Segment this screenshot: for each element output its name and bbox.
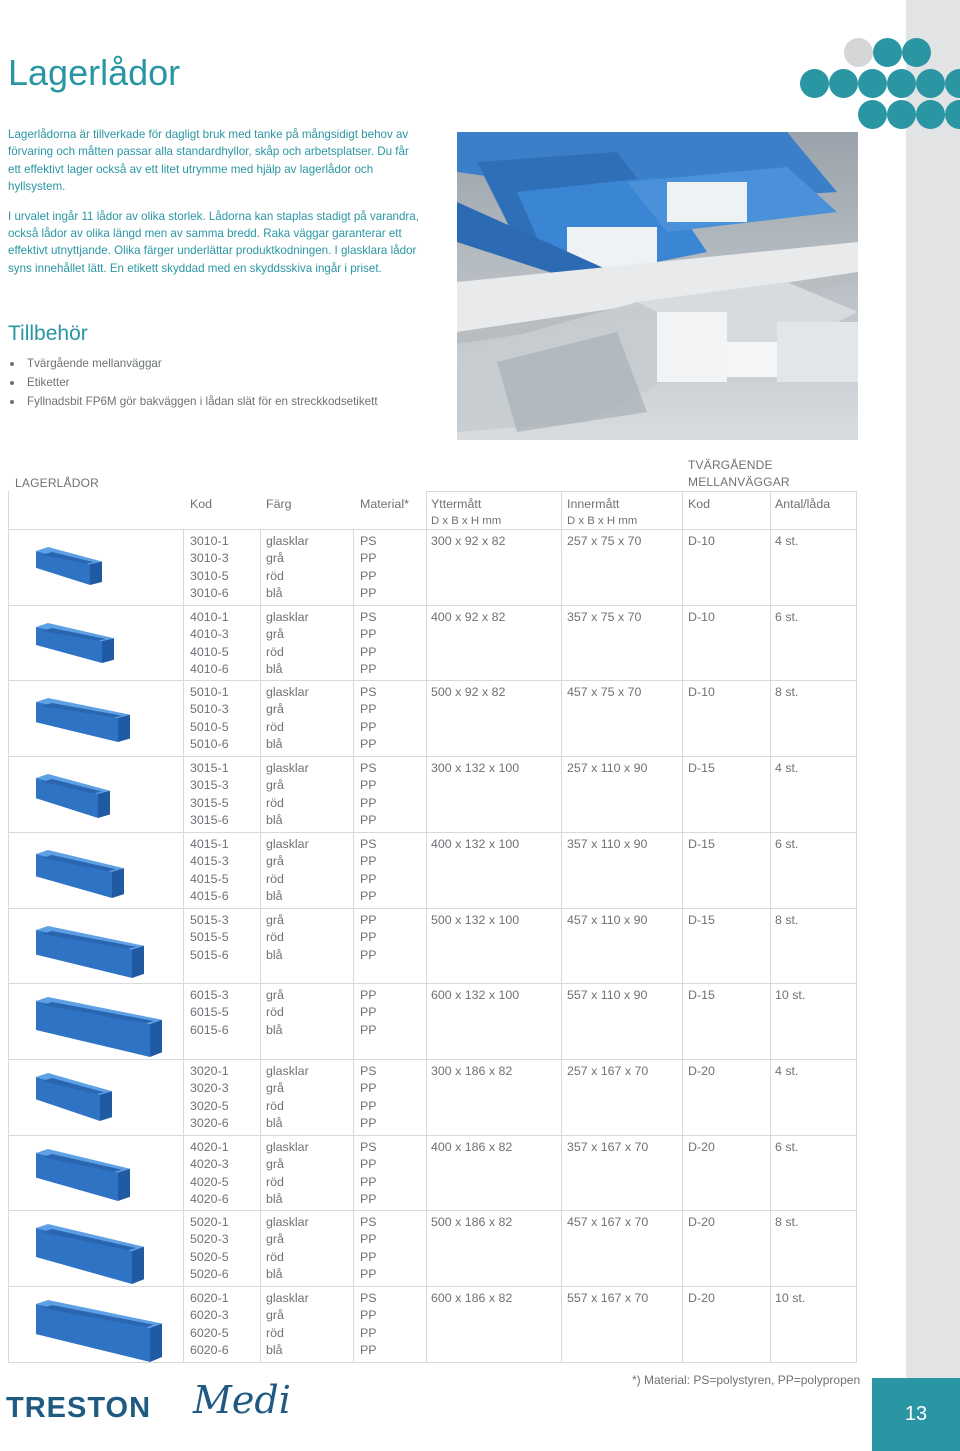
cell-value: grå bbox=[266, 627, 284, 642]
cell-value: blå bbox=[266, 888, 283, 903]
cell-qty: 8 st. bbox=[775, 913, 799, 927]
bullet-icon bbox=[10, 362, 14, 366]
storage-box-icon bbox=[30, 850, 152, 908]
cell-colors bbox=[266, 609, 309, 678]
header-material: Material* bbox=[360, 497, 409, 511]
cell-value: 5010-1 bbox=[190, 685, 229, 699]
cell-materials bbox=[360, 987, 377, 1039]
cell-value: 4020-5 bbox=[190, 1174, 229, 1189]
cell-value: 5020-5 bbox=[190, 1249, 229, 1264]
table-row bbox=[0, 836, 860, 911]
treston-medi-logo bbox=[6, 1378, 291, 1434]
header-wall-kod: Kod bbox=[688, 497, 711, 511]
side-band bbox=[906, 0, 960, 1451]
list-item bbox=[8, 392, 378, 411]
cell-value: 4020-1 bbox=[190, 1140, 229, 1154]
cell-wall: D-15 bbox=[688, 837, 715, 851]
cell-value: PP bbox=[360, 1098, 377, 1113]
cell-value: 4015-6 bbox=[190, 888, 229, 903]
cell-value: grå bbox=[266, 913, 284, 927]
cell-outer: 500 x 186 x 82 bbox=[431, 1215, 513, 1229]
cell-value: röd bbox=[266, 795, 284, 810]
cell-value: PP bbox=[360, 627, 377, 642]
decorative-dot bbox=[945, 69, 960, 98]
cell-codes bbox=[190, 836, 229, 905]
storage-box-icon bbox=[30, 774, 138, 828]
cell-value: 3015-3 bbox=[190, 778, 229, 793]
decorative-dot bbox=[800, 69, 829, 98]
cell-codes bbox=[190, 533, 229, 602]
cell-value: 4015-5 bbox=[190, 871, 229, 886]
cell-value: PP bbox=[360, 661, 377, 676]
cell-qty: 10 st. bbox=[775, 1291, 806, 1305]
bullet-icon bbox=[10, 381, 14, 385]
decorative-dot bbox=[873, 38, 902, 67]
cell-value: 5010-6 bbox=[190, 736, 229, 751]
decorative-dot bbox=[945, 100, 960, 129]
table-row bbox=[0, 760, 860, 835]
cell-inner: 257 x 75 x 70 bbox=[567, 534, 642, 548]
storage-box-icon bbox=[30, 1149, 158, 1211]
cell-value: 6020-1 bbox=[190, 1291, 229, 1305]
cell-codes bbox=[190, 760, 229, 829]
table-label: LAGERLÅDOR bbox=[15, 476, 100, 490]
cell-value: PP bbox=[360, 1115, 377, 1130]
cell-value: 3015-5 bbox=[190, 795, 229, 810]
storage-box-icon bbox=[30, 997, 190, 1067]
cell-value: grå bbox=[266, 1232, 284, 1247]
cell-value: 3010-3 bbox=[190, 551, 229, 566]
cell-value: PP bbox=[360, 913, 377, 927]
cell-inner: 257 x 110 x 90 bbox=[567, 761, 648, 775]
cell-materials bbox=[360, 760, 377, 829]
cell-value: 3015-6 bbox=[190, 812, 229, 827]
cell-materials bbox=[360, 1139, 377, 1208]
cell-value: glasklar bbox=[266, 761, 309, 775]
decorative-dot bbox=[887, 100, 916, 129]
row-divider bbox=[8, 1210, 857, 1211]
cell-value: 3020-6 bbox=[190, 1115, 229, 1130]
cell-value: glasklar bbox=[266, 534, 309, 548]
cell-value: 3010-6 bbox=[190, 585, 229, 600]
cell-value: glasklar bbox=[266, 1140, 309, 1154]
cell-value: PP bbox=[360, 871, 377, 886]
cell-value: grå bbox=[266, 1081, 284, 1096]
cell-value: PP bbox=[360, 568, 377, 583]
cell-value: PP bbox=[360, 644, 377, 659]
cell-value: PP bbox=[360, 795, 377, 810]
decorative-dot bbox=[858, 69, 887, 98]
cell-colors bbox=[266, 760, 309, 829]
cell-value: glasklar bbox=[266, 685, 309, 699]
cell-colors bbox=[266, 912, 284, 964]
cell-value: röd bbox=[266, 644, 284, 659]
cell-value: 3015-1 bbox=[190, 761, 229, 775]
cell-outer: 300 x 92 x 82 bbox=[431, 534, 506, 548]
cell-materials bbox=[360, 533, 377, 602]
cell-value: röd bbox=[266, 1005, 284, 1020]
cell-value: röd bbox=[266, 1174, 284, 1189]
cell-value: PS bbox=[360, 1215, 377, 1229]
cell-wall: D-20 bbox=[688, 1215, 715, 1229]
cell-value: blå bbox=[266, 1115, 283, 1130]
row-divider bbox=[8, 1059, 857, 1060]
table-row bbox=[0, 1063, 860, 1138]
list-item bbox=[8, 354, 378, 373]
cell-value: 6015-3 bbox=[190, 988, 229, 1002]
cell-value: 3020-5 bbox=[190, 1098, 229, 1113]
cell-value: 3020-1 bbox=[190, 1064, 229, 1078]
storage-box-icon bbox=[30, 1224, 172, 1294]
cell-value: blå bbox=[266, 947, 283, 962]
cell-codes bbox=[190, 1290, 229, 1359]
cell-wall: D-15 bbox=[688, 761, 715, 775]
cell-wall: D-10 bbox=[688, 610, 715, 624]
cell-colors bbox=[266, 533, 309, 602]
cell-value: 5015-3 bbox=[190, 913, 229, 927]
cell-value: PS bbox=[360, 610, 377, 624]
page-title: Lagerlådor bbox=[8, 52, 181, 93]
storage-box-icon bbox=[30, 698, 158, 752]
decorative-dot bbox=[916, 100, 945, 129]
cell-value: röd bbox=[266, 1325, 284, 1340]
storage-box-icon bbox=[30, 623, 142, 673]
cell-value: 3010-1 bbox=[190, 534, 229, 548]
header-antal: Antal/låda bbox=[775, 497, 831, 511]
list-item-text: Etiketter bbox=[27, 376, 70, 389]
cell-outer: 300 x 186 x 82 bbox=[431, 1064, 513, 1078]
cell-value: PS bbox=[360, 761, 377, 775]
cell-value: blå bbox=[266, 1191, 283, 1206]
cell-value: glasklar bbox=[266, 1215, 309, 1229]
header-yttermatt bbox=[431, 496, 501, 530]
cell-value: 6015-6 bbox=[190, 1022, 229, 1037]
cell-value: PS bbox=[360, 837, 377, 851]
cell-inner: 557 x 167 x 70 bbox=[567, 1291, 649, 1305]
cell-inner: 457 x 75 x 70 bbox=[567, 685, 642, 699]
table-row bbox=[0, 1290, 860, 1365]
cell-value: PP bbox=[360, 1191, 377, 1206]
cell-inner: 257 x 167 x 70 bbox=[567, 1064, 649, 1078]
row-divider bbox=[8, 983, 857, 984]
cell-value: 4020-3 bbox=[190, 1157, 229, 1172]
cell-inner: 557 x 110 x 90 bbox=[567, 988, 648, 1002]
cell-codes bbox=[190, 1214, 229, 1283]
cell-codes bbox=[190, 609, 229, 678]
cell-wall: D-20 bbox=[688, 1291, 715, 1305]
table-row bbox=[0, 1214, 860, 1289]
header-farg: Färg bbox=[266, 497, 292, 511]
cell-value: blå bbox=[266, 736, 283, 751]
cell-value: PP bbox=[360, 930, 377, 945]
cell-value: 4015-3 bbox=[190, 854, 229, 869]
cell-value: PS bbox=[360, 1140, 377, 1154]
cell-value: grå bbox=[266, 854, 284, 869]
cell-value: PP bbox=[360, 736, 377, 751]
cell-value: PS bbox=[360, 685, 377, 699]
cell-colors bbox=[266, 987, 284, 1039]
list-item-text: Tvärgående mellanväggar bbox=[27, 357, 162, 370]
cell-value: PP bbox=[360, 1308, 377, 1323]
cell-value: PP bbox=[360, 719, 377, 734]
logo-medi-script: Medi bbox=[193, 1378, 291, 1422]
table-row bbox=[0, 912, 860, 987]
group-label-line1: TVÄRGÅENDE bbox=[688, 458, 773, 472]
row-divider bbox=[8, 1135, 857, 1136]
decorative-dot bbox=[829, 69, 858, 98]
decorative-dot bbox=[858, 100, 887, 129]
decorative-dot bbox=[902, 38, 931, 67]
cell-qty: 10 st. bbox=[775, 988, 806, 1002]
cell-value: PP bbox=[360, 551, 377, 566]
cell-outer: 600 x 132 x 100 bbox=[431, 988, 520, 1002]
row-divider bbox=[8, 1362, 857, 1363]
header-innermatt-label: Innermått bbox=[567, 497, 620, 511]
cell-value: 4015-1 bbox=[190, 837, 229, 851]
page-number: 13 bbox=[872, 1378, 960, 1451]
cell-materials bbox=[360, 609, 377, 678]
cell-value: röd bbox=[266, 871, 284, 886]
cell-inner: 457 x 167 x 70 bbox=[567, 1215, 649, 1229]
cell-value: 4010-3 bbox=[190, 627, 229, 642]
header-top-rule bbox=[427, 491, 857, 492]
cell-outer: 600 x 186 x 82 bbox=[431, 1291, 513, 1305]
cell-value: grå bbox=[266, 1157, 284, 1172]
cell-colors bbox=[266, 684, 309, 753]
cell-value: PP bbox=[360, 1022, 377, 1037]
cell-codes bbox=[190, 684, 229, 753]
cell-outer: 400 x 132 x 100 bbox=[431, 837, 520, 851]
cell-qty: 8 st. bbox=[775, 685, 799, 699]
cell-wall: D-15 bbox=[688, 988, 715, 1002]
cell-value: PS bbox=[360, 534, 377, 548]
cell-outer: 500 x 92 x 82 bbox=[431, 685, 506, 699]
row-divider bbox=[8, 1286, 857, 1287]
cell-value: PP bbox=[360, 947, 377, 962]
cell-value: PS bbox=[360, 1064, 377, 1078]
cell-value: 5015-5 bbox=[190, 930, 229, 945]
cell-wall: D-15 bbox=[688, 913, 715, 927]
cell-inner: 357 x 110 x 90 bbox=[567, 837, 648, 851]
cell-colors bbox=[266, 836, 309, 905]
cell-value: glasklar bbox=[266, 837, 309, 851]
cell-qty: 6 st. bbox=[775, 1140, 799, 1154]
header-innermatt-unit: D x B x H mm bbox=[567, 515, 638, 527]
cell-value: PP bbox=[360, 888, 377, 903]
cell-codes bbox=[190, 1063, 229, 1132]
cell-value: röd bbox=[266, 1098, 284, 1113]
cell-codes bbox=[190, 912, 229, 964]
cell-value: PP bbox=[360, 988, 377, 1002]
cell-materials bbox=[360, 836, 377, 905]
cell-qty: 6 st. bbox=[775, 610, 799, 624]
cell-materials bbox=[360, 684, 377, 753]
cell-outer: 500 x 132 x 100 bbox=[431, 913, 520, 927]
cell-value: 6020-6 bbox=[190, 1342, 229, 1357]
cell-value: blå bbox=[266, 812, 283, 827]
intro-paragraph-2: I urvalet ingår 11 lådor av olika storlek. Lådorna kan staplas stadigt på varandra, också lådor av olika längd men av samma bredd. Raka väggar garanterar ett effektivt utnyttjande. Olika färger underlättar produktkodningen. I glasklara lådor syns innehållet lätt. En etikett skyddad med en skyddsskiva ingår i priset. bbox=[8, 209, 419, 275]
cell-value: PP bbox=[360, 1005, 377, 1020]
row-divider bbox=[8, 756, 857, 757]
cell-value: blå bbox=[266, 661, 283, 676]
cell-value: 5010-5 bbox=[190, 719, 229, 734]
cell-value: PP bbox=[360, 1325, 377, 1340]
row-divider bbox=[8, 832, 857, 833]
cell-qty: 8 st. bbox=[775, 1215, 799, 1229]
cell-outer: 300 x 132 x 100 bbox=[431, 761, 520, 775]
cell-value: röd bbox=[266, 1249, 284, 1264]
accessories-list bbox=[8, 354, 378, 411]
cell-value: 6015-5 bbox=[190, 1005, 229, 1020]
cell-codes bbox=[190, 1139, 229, 1208]
cell-value: PP bbox=[360, 854, 377, 869]
cell-value: glasklar bbox=[266, 1291, 309, 1305]
decorative-dots-icon bbox=[800, 38, 960, 130]
storage-box-icon bbox=[30, 547, 130, 595]
cell-value: blå bbox=[266, 1266, 283, 1281]
cell-wall: D-10 bbox=[688, 534, 715, 548]
cell-value: 5015-6 bbox=[190, 947, 229, 962]
cell-colors bbox=[266, 1063, 309, 1132]
cell-value: 5020-1 bbox=[190, 1215, 229, 1229]
cell-value: grå bbox=[266, 1308, 284, 1323]
cell-wall: D-20 bbox=[688, 1064, 715, 1078]
cell-value: PP bbox=[360, 1266, 377, 1281]
cell-value: 6020-5 bbox=[190, 1325, 229, 1340]
cell-value: glasklar bbox=[266, 1064, 309, 1078]
cell-colors bbox=[266, 1214, 309, 1283]
cell-inner: 457 x 110 x 90 bbox=[567, 913, 648, 927]
table-row bbox=[0, 684, 860, 759]
list-item-text: Fyllnadsbit FP6M gör bakväggen i lådan slät för en streckkodsetikett bbox=[27, 395, 378, 408]
cell-materials bbox=[360, 1290, 377, 1359]
group-label-line2: MELLANVÄGGAR bbox=[688, 475, 790, 489]
cell-materials bbox=[360, 912, 377, 964]
cell-value: 3020-3 bbox=[190, 1081, 229, 1096]
storage-box-icon bbox=[30, 1073, 140, 1131]
cell-value: PP bbox=[360, 702, 377, 717]
cell-value: röd bbox=[266, 568, 284, 583]
cell-materials bbox=[360, 1063, 377, 1132]
cell-qty: 4 st. bbox=[775, 761, 799, 775]
bullet-icon bbox=[10, 400, 14, 404]
decorative-dot bbox=[887, 69, 916, 98]
cell-value: grå bbox=[266, 778, 284, 793]
cell-value: PP bbox=[360, 812, 377, 827]
cell-value: 5010-3 bbox=[190, 702, 229, 717]
logo-wordmark: TRESTON bbox=[6, 1392, 152, 1424]
intro-text bbox=[8, 126, 420, 289]
header-yttermatt-label: Yttermått bbox=[431, 497, 482, 511]
cell-value: blå bbox=[266, 1022, 283, 1037]
decorative-dot bbox=[844, 38, 873, 67]
cell-value: röd bbox=[266, 719, 284, 734]
list-item bbox=[8, 373, 378, 392]
cell-qty: 4 st. bbox=[775, 534, 799, 548]
cell-value: 4010-5 bbox=[190, 644, 229, 659]
intro-paragraph-1: Lagerlådorna är tillverkade för dagligt bruk med tanke på mångsidigt behov av förvaring och måtten passar alla standardhyllor, skåp och arbetsplatser. Du får ett effektivt lager också av ett litet utrymme med hjälp av lagerlådor och hyllsystem. bbox=[8, 128, 409, 194]
header-kod: Kod bbox=[190, 497, 213, 511]
cell-value: PP bbox=[360, 1174, 377, 1189]
cell-value: blå bbox=[266, 585, 283, 600]
cell-qty: 6 st. bbox=[775, 837, 799, 851]
cell-colors bbox=[266, 1290, 309, 1359]
cell-value: grå bbox=[266, 551, 284, 566]
cell-codes bbox=[190, 987, 229, 1039]
cell-value: PP bbox=[360, 778, 377, 793]
cell-wall: D-20 bbox=[688, 1140, 715, 1154]
cell-value: PP bbox=[360, 1232, 377, 1247]
cell-value: 5020-6 bbox=[190, 1266, 229, 1281]
header-rule bbox=[8, 529, 857, 530]
cell-value: PP bbox=[360, 1249, 377, 1264]
cell-materials bbox=[360, 1214, 377, 1283]
table-row bbox=[0, 609, 860, 684]
cell-value: PP bbox=[360, 1157, 377, 1172]
cell-value: PP bbox=[360, 1342, 377, 1357]
cell-value: 4010-1 bbox=[190, 610, 229, 624]
cell-outer: 400 x 92 x 82 bbox=[431, 610, 506, 624]
shelving-photo bbox=[457, 132, 858, 440]
cell-value: 5020-3 bbox=[190, 1232, 229, 1247]
cell-value: grå bbox=[266, 702, 284, 717]
decorative-dot bbox=[916, 69, 945, 98]
cell-value: PS bbox=[360, 1291, 377, 1305]
storage-box-icon bbox=[30, 926, 172, 988]
cell-value: 6020-3 bbox=[190, 1308, 229, 1323]
header-yttermatt-unit: D x B x H mm bbox=[431, 515, 502, 527]
cell-value: blå bbox=[266, 1342, 283, 1357]
cell-value: glasklar bbox=[266, 610, 309, 624]
cell-wall: D-10 bbox=[688, 685, 715, 699]
cell-value: 3010-5 bbox=[190, 568, 229, 583]
cell-outer: 400 x 186 x 82 bbox=[431, 1140, 513, 1154]
cell-value: PP bbox=[360, 585, 377, 600]
table-row bbox=[0, 1139, 860, 1214]
footnote: *) Material: PS=polystyren, PP=polypropen bbox=[632, 1373, 861, 1387]
cell-inner: 357 x 75 x 70 bbox=[567, 610, 642, 624]
cell-value: grå bbox=[266, 988, 284, 1002]
cell-value: 4010-6 bbox=[190, 661, 229, 676]
row-divider bbox=[8, 605, 857, 606]
header-innermatt bbox=[567, 496, 637, 530]
cell-value: PP bbox=[360, 1081, 377, 1096]
row-divider bbox=[8, 680, 857, 681]
table-row bbox=[0, 987, 860, 1062]
cell-value: röd bbox=[266, 930, 284, 945]
cell-value: 4020-6 bbox=[190, 1191, 229, 1206]
cell-inner: 357 x 167 x 70 bbox=[567, 1140, 649, 1154]
table-row bbox=[0, 533, 860, 608]
row-divider bbox=[8, 908, 857, 909]
cell-colors bbox=[266, 1139, 309, 1208]
accessories-title: Tillbehör bbox=[8, 322, 88, 345]
cell-qty: 4 st. bbox=[775, 1064, 799, 1078]
